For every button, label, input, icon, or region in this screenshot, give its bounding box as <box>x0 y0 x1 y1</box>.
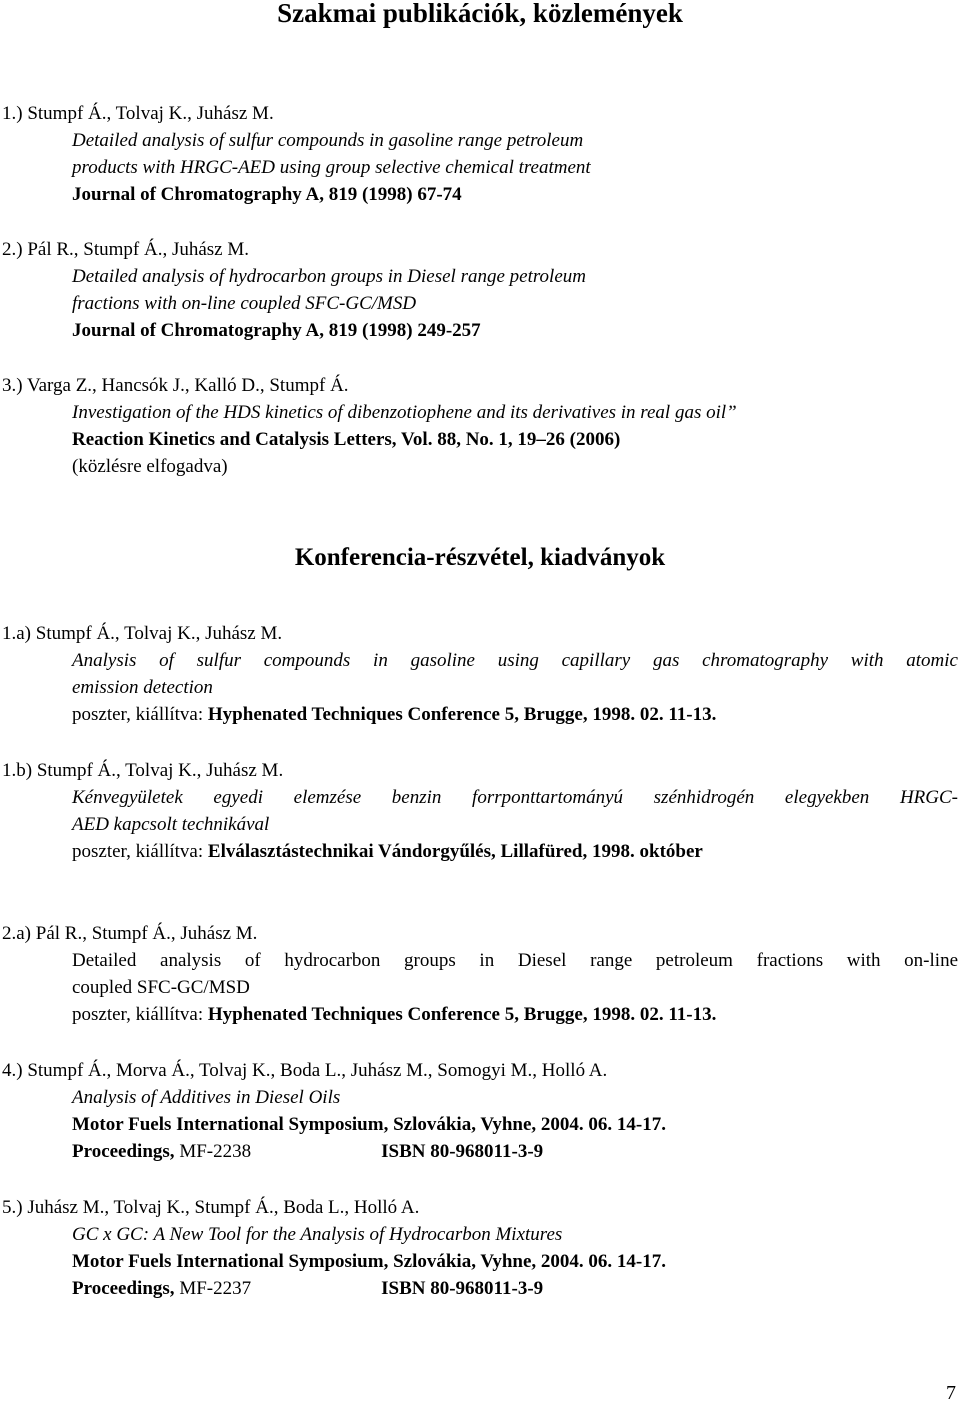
publication-title: products with HRGC-AED using group selective chemical treatment <box>72 157 591 178</box>
proceedings-label: Proceedings, <box>72 1278 175 1299</box>
section-heading-publications: Szakmai publikációk, közlemények <box>277 0 683 28</box>
proceedings-line <box>0 1138 960 1165</box>
conference-entry <box>0 757 960 865</box>
conference-authors: 2.a) Pál R., Stumpf Á., Juhász M. <box>2 923 258 944</box>
venue-prefix: poszter, kiállítva: <box>72 841 208 862</box>
conference-authors: 1.a) Stumpf Á., Tolvaj K., Juhász M. <box>2 623 283 644</box>
isbn: ISBN 80-968011-3-9 <box>381 1278 544 1299</box>
conference-entry <box>0 1057 960 1165</box>
conference-entry <box>0 920 960 1028</box>
publication-title: fractions with on-line coupled SFC-GC/MSD <box>72 293 417 314</box>
conference-entry <box>0 620 960 728</box>
conference-authors: 5.) Juhász M., Tolvaj K., Stumpf Á., Boda L., Holló A. <box>2 1197 420 1218</box>
conference-venue-line <box>0 701 960 728</box>
publication-journal: Journal of Chromatography A, 819 (1998) 67-74 <box>72 184 462 205</box>
publication-entry <box>0 372 960 480</box>
conference-title: GC x GC: A New Tool for the Analysis of Hydrocarbon Mixtures <box>72 1224 563 1245</box>
venue-prefix: poszter, kiállítva: <box>72 704 208 725</box>
conference-title: AED kapcsolt technikával <box>72 814 270 835</box>
conference-title: Kénvegyületek egyedi elemzése benzin forrponttartományú szénhidrogén elegyekben HRGC- <box>72 787 958 808</box>
publication-title: Investigation of the HDS kinetics of dibenzotiophene and its derivatives in real gas oil” <box>72 402 737 423</box>
conference-venue: Motor Fuels International Symposium, Szlovákia, Vyhne, 2004. 06. 14-17. <box>72 1114 666 1135</box>
publication-entry <box>0 236 960 344</box>
publication-title: Detailed analysis of hydrocarbon groups in Diesel range petroleum <box>72 266 586 287</box>
conference-venue: Elválasztástechnikai Vándorgyűlés, Lillafüred, 1998. október <box>207 841 703 862</box>
conference-authors: 1.b) Stumpf Á., Tolvaj K., Juhász M. <box>2 760 284 781</box>
conference-venue: Hyphenated Techniques Conference 5, Brugge, 1998. 02. 11-13. <box>207 704 717 725</box>
publication-authors: 3.) Varga Z., Hancsók J., Kalló D., Stumpf Á. <box>2 375 349 396</box>
conference-authors: 4.) Stumpf Á., Morva Á., Tolvaj K., Boda L., Juhász M., Somogyi M., Holló A. <box>2 1060 608 1081</box>
conference-venue: Hyphenated Techniques Conference 5, Brugge, 1998. 02. 11-13. <box>207 1004 717 1025</box>
publication-note: (közlésre elfogadva) <box>72 456 228 477</box>
publication-title: Detailed analysis of sulfur compounds in gasoline range petroleum <box>72 130 584 151</box>
conference-title: Analysis of Additives in Diesel Oils <box>72 1087 341 1108</box>
publication-authors: 2.) Pál R., Stumpf Á., Juhász M. <box>2 239 249 260</box>
conference-venue: Motor Fuels International Symposium, Szlovákia, Vyhne, 2004. 06. 14-17. <box>72 1251 666 1272</box>
conference-title: Analysis of sulfur compounds in gasoline using capillary gas chromatography with atomic <box>72 650 958 671</box>
venue-prefix: poszter, kiállítva: <box>72 1004 208 1025</box>
conference-title: emission detection <box>72 677 213 698</box>
proceedings-label: Proceedings, <box>72 1141 175 1162</box>
proceedings-code: MF-2237 <box>174 1278 252 1299</box>
conference-venue-line <box>0 838 960 865</box>
proceedings-code: MF-2238 <box>174 1141 252 1162</box>
section-heading-conferences: Konferencia-részvétel, kiadványok <box>294 544 666 571</box>
page-number: 7 <box>946 1382 956 1404</box>
proceedings-line <box>0 1275 960 1302</box>
conference-venue-line <box>0 1001 960 1028</box>
isbn: ISBN 80-968011-3-9 <box>381 1141 544 1162</box>
conference-entry <box>0 1194 960 1302</box>
publication-entry <box>0 100 960 208</box>
publication-authors: 1.) Stumpf Á., Tolvaj K., Juhász M. <box>2 103 274 124</box>
publication-journal: Journal of Chromatography A, 819 (1998) 249-257 <box>72 320 481 341</box>
publication-journal: Reaction Kinetics and Catalysis Letters, Vol. 88, No. 1, 19–26 (2006) <box>72 429 621 450</box>
conference-title: Detailed analysis of hydrocarbon groups in Diesel range petroleum fractions with on-line <box>72 950 958 971</box>
conference-title: coupled SFC-GC/MSD <box>72 977 250 998</box>
